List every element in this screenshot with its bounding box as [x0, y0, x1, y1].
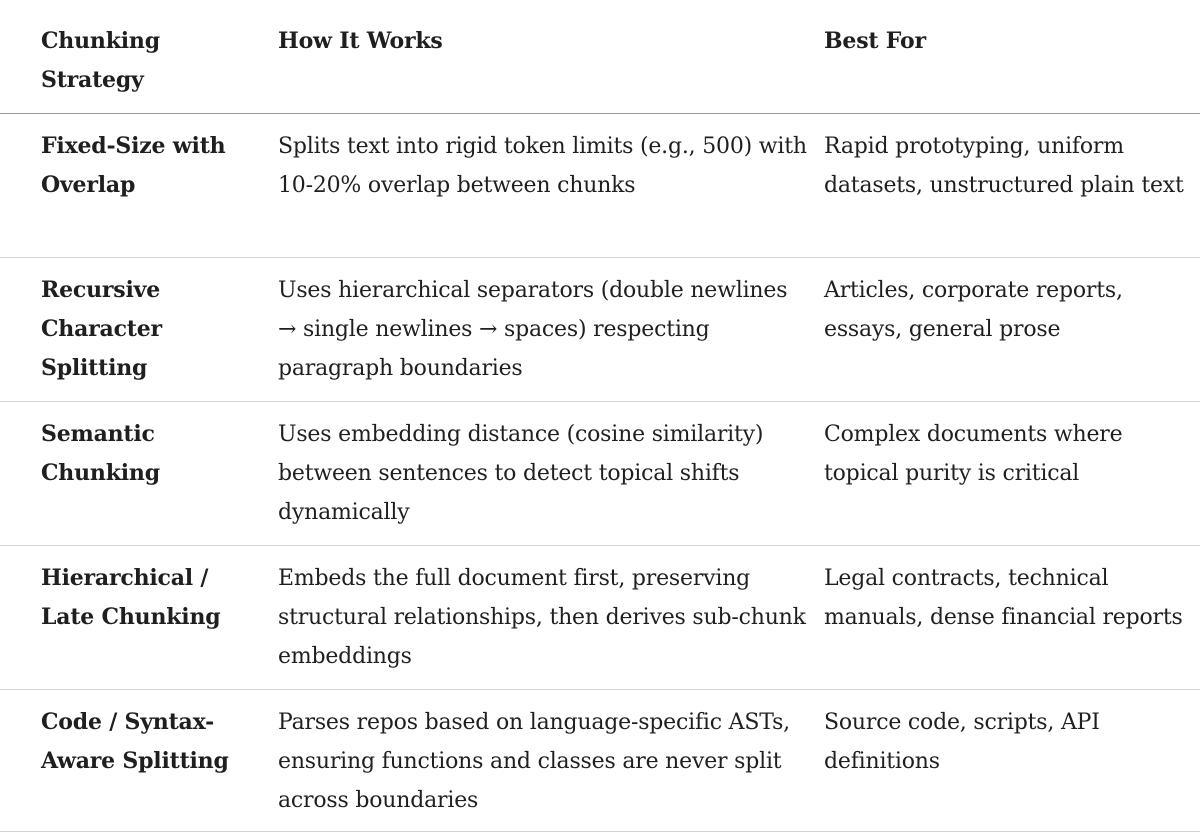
- table-row: [0, 690, 1200, 832]
- best-for-cell: Source code, scripts, API definitions: [824, 710, 1100, 774]
- best-for-cell: Complex documents where topical purity is critical: [824, 422, 1123, 486]
- strategy-cell: Hierarchical / Late Chunking: [41, 565, 221, 630]
- how-it-works-cell: Embeds the full document first, preserving structural relationships, then derives sub-chunk embeddings: [278, 566, 806, 669]
- best-for-cell: Rapid prototyping, uniform datasets, unstructured plain text: [824, 134, 1184, 198]
- how-it-works-cell: Uses hierarchical separators (double newlines → single newlines → spaces) respecting paragraph boundaries: [278, 278, 788, 381]
- how-it-works-cell: Parses repos based on language-specific ASTs, ensuring functions and classes are never split across boundaries: [278, 710, 790, 813]
- header-chunking-strategy: Chunking Strategy: [41, 28, 160, 93]
- header-how-it-works: How It Works: [278, 28, 443, 54]
- strategy-cell: Code / Syntax-Aware Splitting: [41, 709, 229, 774]
- table-row: [0, 546, 1200, 690]
- how-it-works-cell: Splits text into rigid token limits (e.g., 500) with 10-20% overlap between chunks: [278, 134, 807, 198]
- how-it-works-cell: Uses embedding distance (cosine similarity) between sentences to detect topical shifts dynamically: [278, 422, 764, 525]
- table-row: [0, 114, 1200, 258]
- table-header-row: [0, 0, 1200, 114]
- header-best-for: Best For: [824, 28, 926, 54]
- strategy-cell: Fixed-Size with Overlap: [41, 133, 226, 198]
- table-row: [0, 402, 1200, 546]
- best-for-cell: Articles, corporate reports, essays, general prose: [824, 278, 1123, 342]
- strategy-cell: Recursive Character Splitting: [41, 277, 162, 381]
- table-row: [0, 258, 1200, 402]
- strategy-cell: Semantic Chunking: [41, 421, 160, 486]
- best-for-cell: Legal contracts, technical manuals, dense financial reports: [824, 566, 1183, 630]
